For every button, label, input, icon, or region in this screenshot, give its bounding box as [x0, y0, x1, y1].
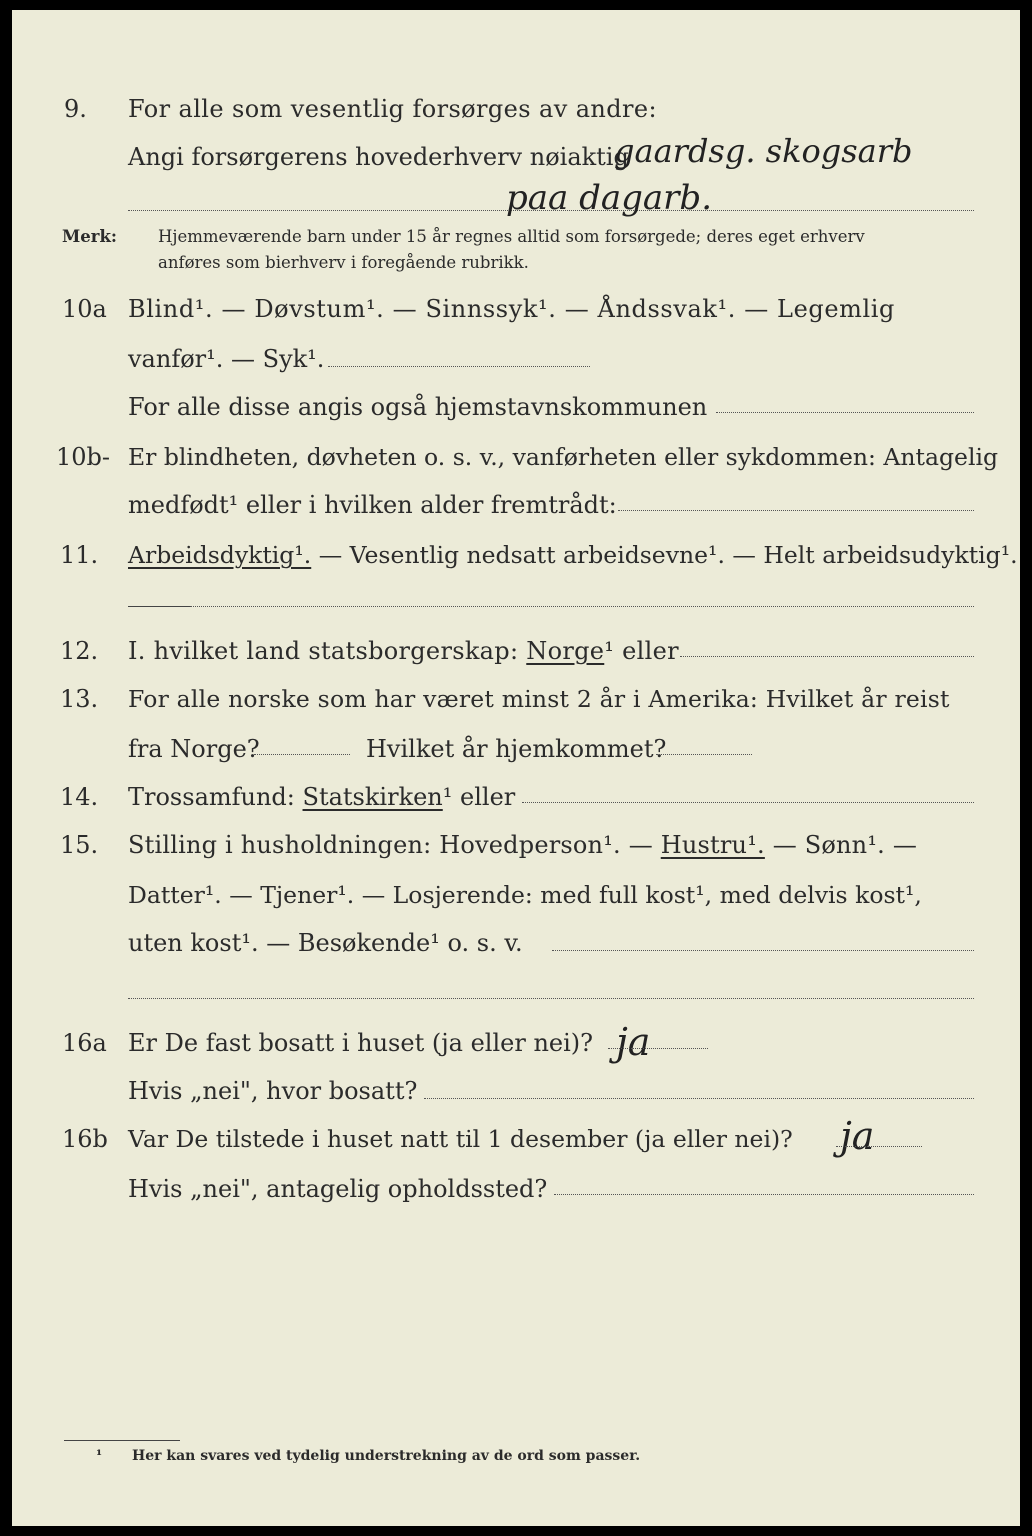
q12-prompt: I. hvilket land statsborgerskap:: [128, 637, 527, 665]
q16a-answer-line: [608, 1048, 708, 1049]
q10a-number: 10a: [62, 295, 107, 323]
merk-line2: anføres som bierhverv i foregående rubrikk.: [158, 253, 529, 272]
q16a-bosatt-line: [424, 1098, 974, 1099]
q11-number: 11.: [60, 541, 99, 569]
q9-handwritten-answer2: paa dagarb.: [506, 178, 713, 218]
q15-underlined-choice: Hustru¹.: [660, 831, 765, 859]
q11-separator-solid: [128, 606, 190, 607]
q14-number: 14.: [60, 783, 99, 811]
q13-line2a: fra Norge?: [128, 735, 260, 763]
q16a-line2: Hvis „nei", hvor bosatt?: [128, 1077, 418, 1105]
q13-number: 13.: [60, 685, 99, 713]
q11-line: [128, 540, 1018, 570]
footnote-rule: [64, 1440, 180, 1441]
q16a-handwritten-answer: ja: [616, 1020, 651, 1064]
q16b-line1: Var De tilstede i huset natt til 1 desember (ja eller nei)?: [128, 1125, 793, 1153]
q16a-number: 16a: [62, 1029, 107, 1057]
q16b-answer-line: [836, 1146, 922, 1147]
q10a-kommune-line: [716, 412, 974, 413]
q10b-line2: medfødt¹ eller i hvilken alder fremtrådt:: [128, 491, 617, 519]
q10b-number: 10b-: [56, 443, 111, 471]
census-form-page: [12, 10, 1020, 1526]
q12-answer-line: [680, 656, 974, 657]
q13-reist-line: [254, 754, 350, 755]
q15-after: — Sønn¹. —: [764, 831, 918, 859]
q16b-number: 16b: [62, 1125, 108, 1153]
q16b-line2: Hvis „nei", antagelig opholdssted?: [128, 1175, 548, 1203]
q13-hjemkommet-line: [656, 754, 752, 755]
q10a-line3: For alle disse angis også hjemstavnskommunen: [128, 393, 708, 421]
q10a-syk-line: [328, 366, 590, 367]
q15-line1: [128, 830, 917, 860]
q10b-answer-line: [618, 510, 974, 511]
footnote-mark: ¹: [96, 1448, 103, 1464]
q15-line2: Datter¹. — Tjener¹. — Losjerende: med full kost¹, med delvis kost¹,: [128, 881, 922, 909]
q10a-line1: Blind¹. — Døvstum¹. — Sinnssyk¹. — Åndssvak¹. — Legemlig: [128, 295, 896, 323]
q16b-handwritten-answer: ja: [840, 1114, 875, 1158]
q10b-line1: Er blindheten, døvheten o. s. v., vanførheten eller sykdommen: Antagelig: [128, 443, 999, 471]
merk-label: Merk:: [62, 227, 117, 246]
q14-line: [128, 782, 515, 812]
q14-answer-line: [522, 802, 974, 803]
q15-line3: uten kost¹. — Besøkende¹ o. s. v.: [128, 929, 523, 957]
q11-underlined-choice: Arbeidsdyktig¹.: [128, 541, 312, 569]
q12-number: 12.: [60, 637, 99, 665]
q15-prompt: Stilling i husholdningen: Hovedperson¹. —: [128, 831, 661, 859]
q12-after: ¹ eller: [604, 637, 679, 665]
q13-line1: For alle norske som har været minst 2 år i Amerika: Hvilket år reist: [128, 685, 950, 713]
q13-line2b: Hvilket år hjemkommet?: [366, 735, 667, 763]
q12-underlined-choice: Norge: [526, 637, 605, 665]
q11-separator-dots: [190, 606, 974, 607]
footnote-text: Her kan svares ved tydelig understrekning av de ord som passer.: [132, 1448, 641, 1464]
q10a-line2: vanfør¹. — Syk¹.: [128, 345, 325, 373]
q11-rest: — Vesentlig nedsatt arbeidsevne¹. — Helt arbeidsudyktig¹.: [311, 541, 1018, 569]
q15-number: 15.: [60, 831, 99, 859]
q14-underlined-choice: Statskirken: [302, 783, 443, 811]
q15-separator: [128, 998, 974, 999]
q9-number: 9.: [64, 95, 87, 123]
q9-handwritten-answer1: gaardsg. skogsarb: [614, 132, 913, 170]
q16b-opholdssted-line: [554, 1194, 974, 1195]
q14-prompt: Trossamfund:: [128, 783, 303, 811]
q9-line1: For alle som vesentlig forsørges av andre:: [128, 95, 658, 123]
q14-after: ¹ eller: [442, 783, 516, 811]
q12-line: [128, 636, 679, 666]
merk-line1: Hjemmeværende barn under 15 år regnes alltid som forsørgede; deres eget erhverv: [158, 227, 865, 246]
q15-answer-line: [552, 950, 974, 951]
q9-line2: Angi forsørgerens hovederhverv nøiaktig: [128, 143, 629, 171]
q16a-line1: Er De fast bosatt i huset (ja eller nei)?: [128, 1029, 594, 1057]
